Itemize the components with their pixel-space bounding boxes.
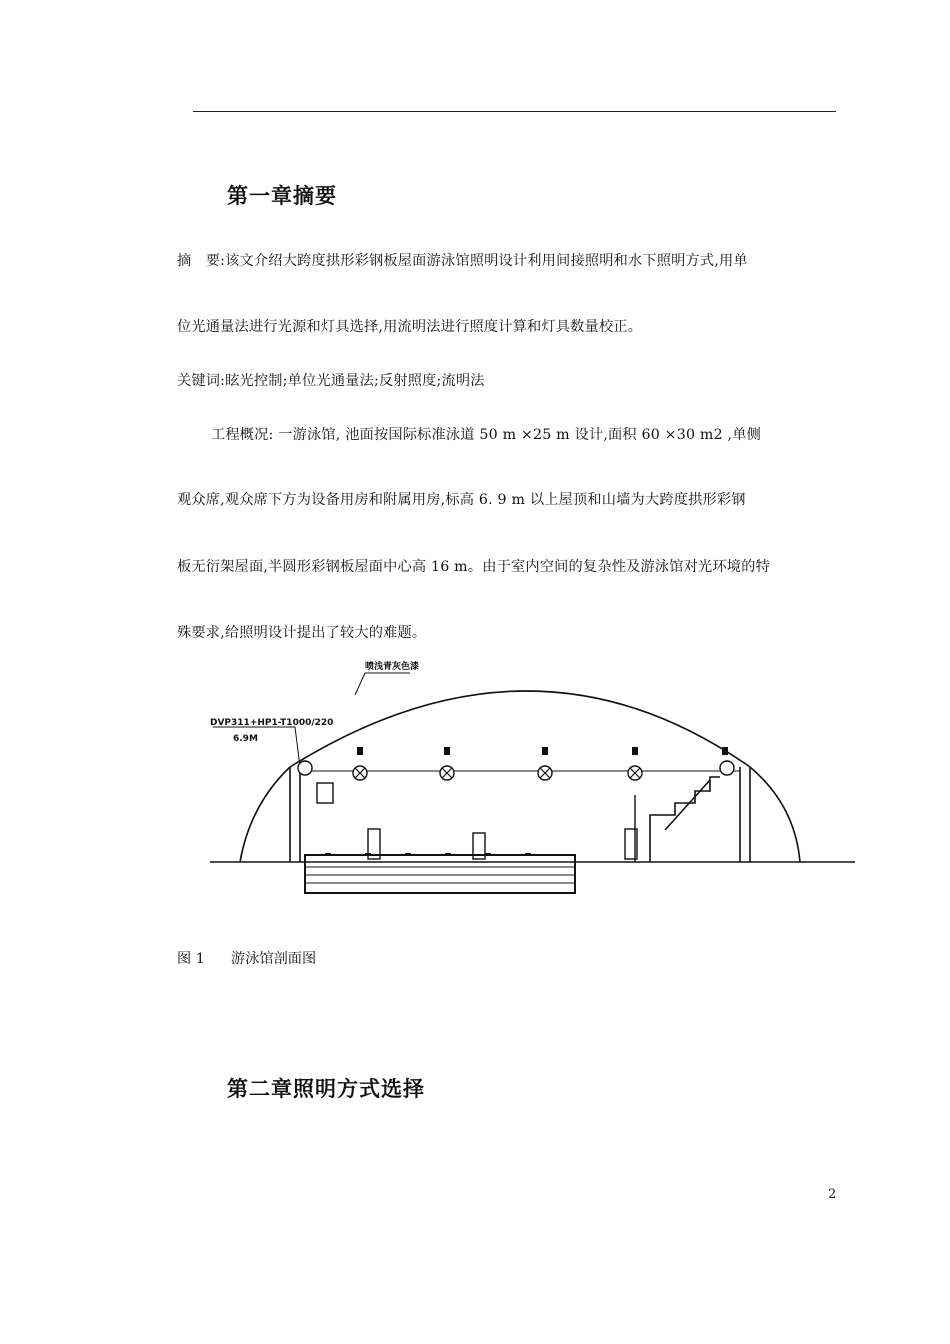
chapter2-heading: 第二章照明方式选择 — [227, 1077, 425, 1101]
pool-section-drawing — [205, 655, 860, 905]
roof-arch — [290, 691, 750, 767]
abstract-line-1: 摘 要:该文介绍大跨度拱形彩钢板屋面游泳馆照明设计利用间接照明和水下照明方式,用单 — [177, 253, 748, 269]
overview-line-1: 工程概况: 一游泳馆, 池面按国际标准泳道 50 m ×25 m 设计,面积 60 ×30 m2 ,单侧 — [211, 427, 762, 443]
elevation-label: 6.9M — [233, 734, 258, 744]
page-number: 2 — [828, 1187, 837, 1202]
fixture-model-label: DVP311+HP1-T1000/220 — [210, 718, 334, 728]
roof-coating-label: 喷浅青灰色漆 — [365, 662, 420, 672]
overview-line-2: 观众席,观众席下方为设备用房和附属用房,标高 6. 9 m 以上屋顶和山墙为大跨度拱形彩钢 — [177, 492, 746, 508]
keywords-line: 关键词:眩光控制;单位光通量法;反射照度;流明法 — [177, 373, 485, 389]
section-svg — [205, 655, 860, 905]
abstract-line-2: 位光通量法进行光源和灯具选择,用流明法进行照度计算和灯具数量校正。 — [177, 319, 643, 335]
figure-caption-text: 游泳馆剖面图 — [231, 951, 317, 967]
figure-number: 图 1 — [177, 951, 205, 967]
left-side-arch — [240, 767, 290, 862]
stand-steps — [650, 777, 720, 862]
pool-basin — [305, 853, 575, 893]
overview-line-3: 板无衍架屋面,半圆形彩钢板屋面中心高 16 m。由于室内空间的复杂性及游泳馆对光环境的特 — [177, 559, 770, 575]
overview-line-4: 殊要求,给照明设计提出了较大的难题。 — [177, 625, 427, 641]
right-side-arch — [750, 767, 800, 862]
header-rule — [193, 111, 836, 112]
chapter1-heading: 第一章摘要 — [227, 184, 337, 208]
figure-caption — [177, 948, 316, 968]
